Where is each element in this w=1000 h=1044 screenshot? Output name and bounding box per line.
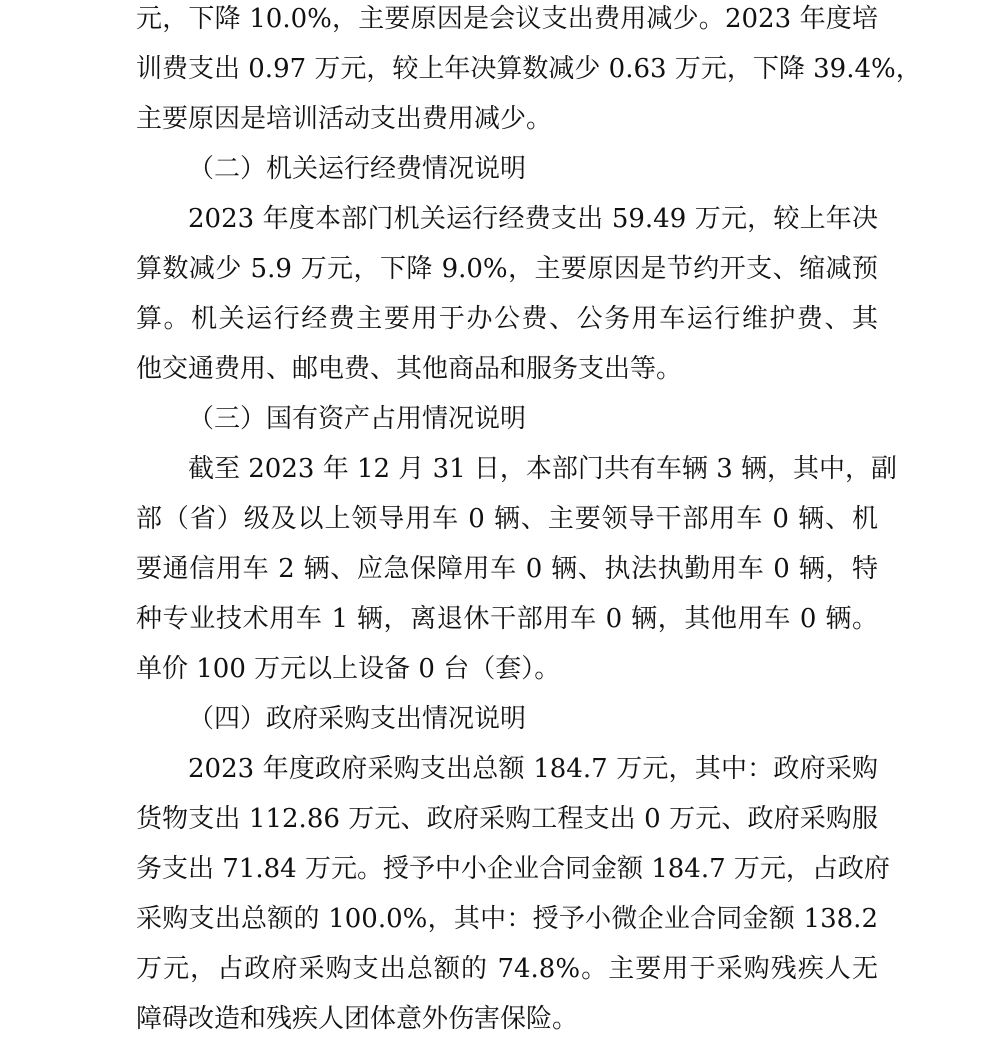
text-line: 万元，占政府采购支出总额的 74.8%。主要用于采购残疾人无	[136, 954, 878, 984]
text-line: 单价 100 万元以上设备 0 台（套）。	[136, 654, 561, 684]
text-line: 障碍改造和残疾人团体意外伤害保险。	[136, 1004, 579, 1034]
text-line: 要通信用车 2 辆、应急保障用车 0 辆、执法执勤用车 0 辆，特	[136, 554, 878, 584]
text-line: 2023 年度本部门机关运行经费支出 59.49 万元，较上年决	[188, 204, 878, 234]
text-line: 他交通费用、邮电费、其他商品和服务支出等。	[136, 354, 683, 384]
section-heading: （三）国有资产占用情况说明	[188, 404, 527, 434]
section-heading: （四）政府采购支出情况说明	[188, 704, 527, 734]
text-line: 2023 年度政府采购支出总额 184.7 万元，其中：政府采购	[188, 754, 878, 784]
text-line: 采购支出总额的 100.0%，其中：授予小微企业合同金额 138.2	[136, 904, 878, 934]
text-line: 货物支出 112.86 万元、政府采购工程支出 0 万元、政府采购服	[136, 804, 878, 834]
section-heading: （二）机关运行经费情况说明	[188, 154, 527, 184]
text-line: 务支出 71.84 万元。授予中小企业合同金额 184.7 万元，占政府	[136, 854, 890, 884]
text-line: 训费支出 0.97 万元，较上年决算数减少 0.63 万元，下降 39.4%，	[136, 54, 922, 84]
text-line: 种专业技术用车 1 辆，离退休干部用车 0 辆，其他用车 0 辆。	[136, 604, 878, 634]
text-line: 部（省）级及以上领导用车 0 辆、主要领导干部用车 0 辆、机	[136, 504, 878, 534]
text-line: 算数减少 5.9 万元，下降 9.0%，主要原因是节约开支、缩减预	[136, 254, 878, 284]
text-line: 主要原因是培训活动支出费用减少。	[136, 104, 553, 134]
text-line: 截至 2023 年 12 月 31 日，本部门共有车辆 3 辆，其中，副	[188, 454, 897, 484]
text-line: 元，下降 10.0%，主要原因是会议支出费用减少。2023 年度培	[136, 4, 878, 34]
text-line: 算。机关运行经费主要用于办公费、公务用车运行维护费、其	[136, 304, 878, 334]
